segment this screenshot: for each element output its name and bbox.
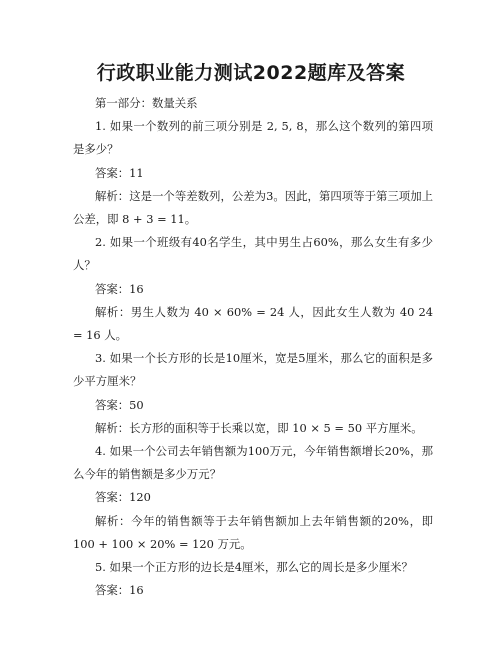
explanation-1: 解析：这是一个等差数列，公差为3。因此，第四项等于第三项加上公差，即 8 + 3 = 11。 bbox=[73, 188, 433, 227]
answer-1: 答案：11 bbox=[95, 165, 144, 180]
explanation-3: 解析：长方形的面积等于长乘以宽，即 10 × 5 = 50 平方厘米。 bbox=[95, 420, 423, 435]
answer-5: 答案：16 bbox=[95, 583, 144, 598]
answer-4: 答案：120 bbox=[95, 490, 151, 505]
explanation-4: 解析：今年的销售额等于去年销售额加上去年销售额的20%，即 100 + 100 × 20% = 120 万元。 bbox=[73, 513, 433, 551]
question-1: 1. 如果一个数列的前三项分别是 2, 5, 8，那么这个数列的第四项是多少？ bbox=[73, 119, 433, 157]
question-5: 5. 如果一个正方形的边长是4厘米，那么它的周长是多少厘米？ bbox=[95, 560, 413, 575]
answer-3: 答案：50 bbox=[95, 397, 144, 412]
document-body bbox=[73, 92, 433, 602]
document-title: 行政职业能力测试2022题库及答案 bbox=[96, 62, 406, 84]
question-4: 4. 如果一个公司去年销售额为100万元，今年销售额增长20%，那么今年的销售额是多少万元？ bbox=[73, 444, 433, 482]
answer-2: 答案：16 bbox=[95, 281, 144, 296]
question-2: 2. 如果一个班级有40名学生，其中男生占60%，那么女生有多少人？ bbox=[73, 235, 433, 273]
section-heading: 第一部分：数量关系 bbox=[95, 96, 198, 110]
question-3: 3. 如果一个长方形的长是10厘米，宽是5厘米，那么它的面积是多少平方厘米？ bbox=[73, 351, 433, 389]
explanation-2: 解析：男生人数为 40 × 60% = 24 人，因此女生人数为 40 24 = 16 人。 bbox=[73, 304, 433, 343]
